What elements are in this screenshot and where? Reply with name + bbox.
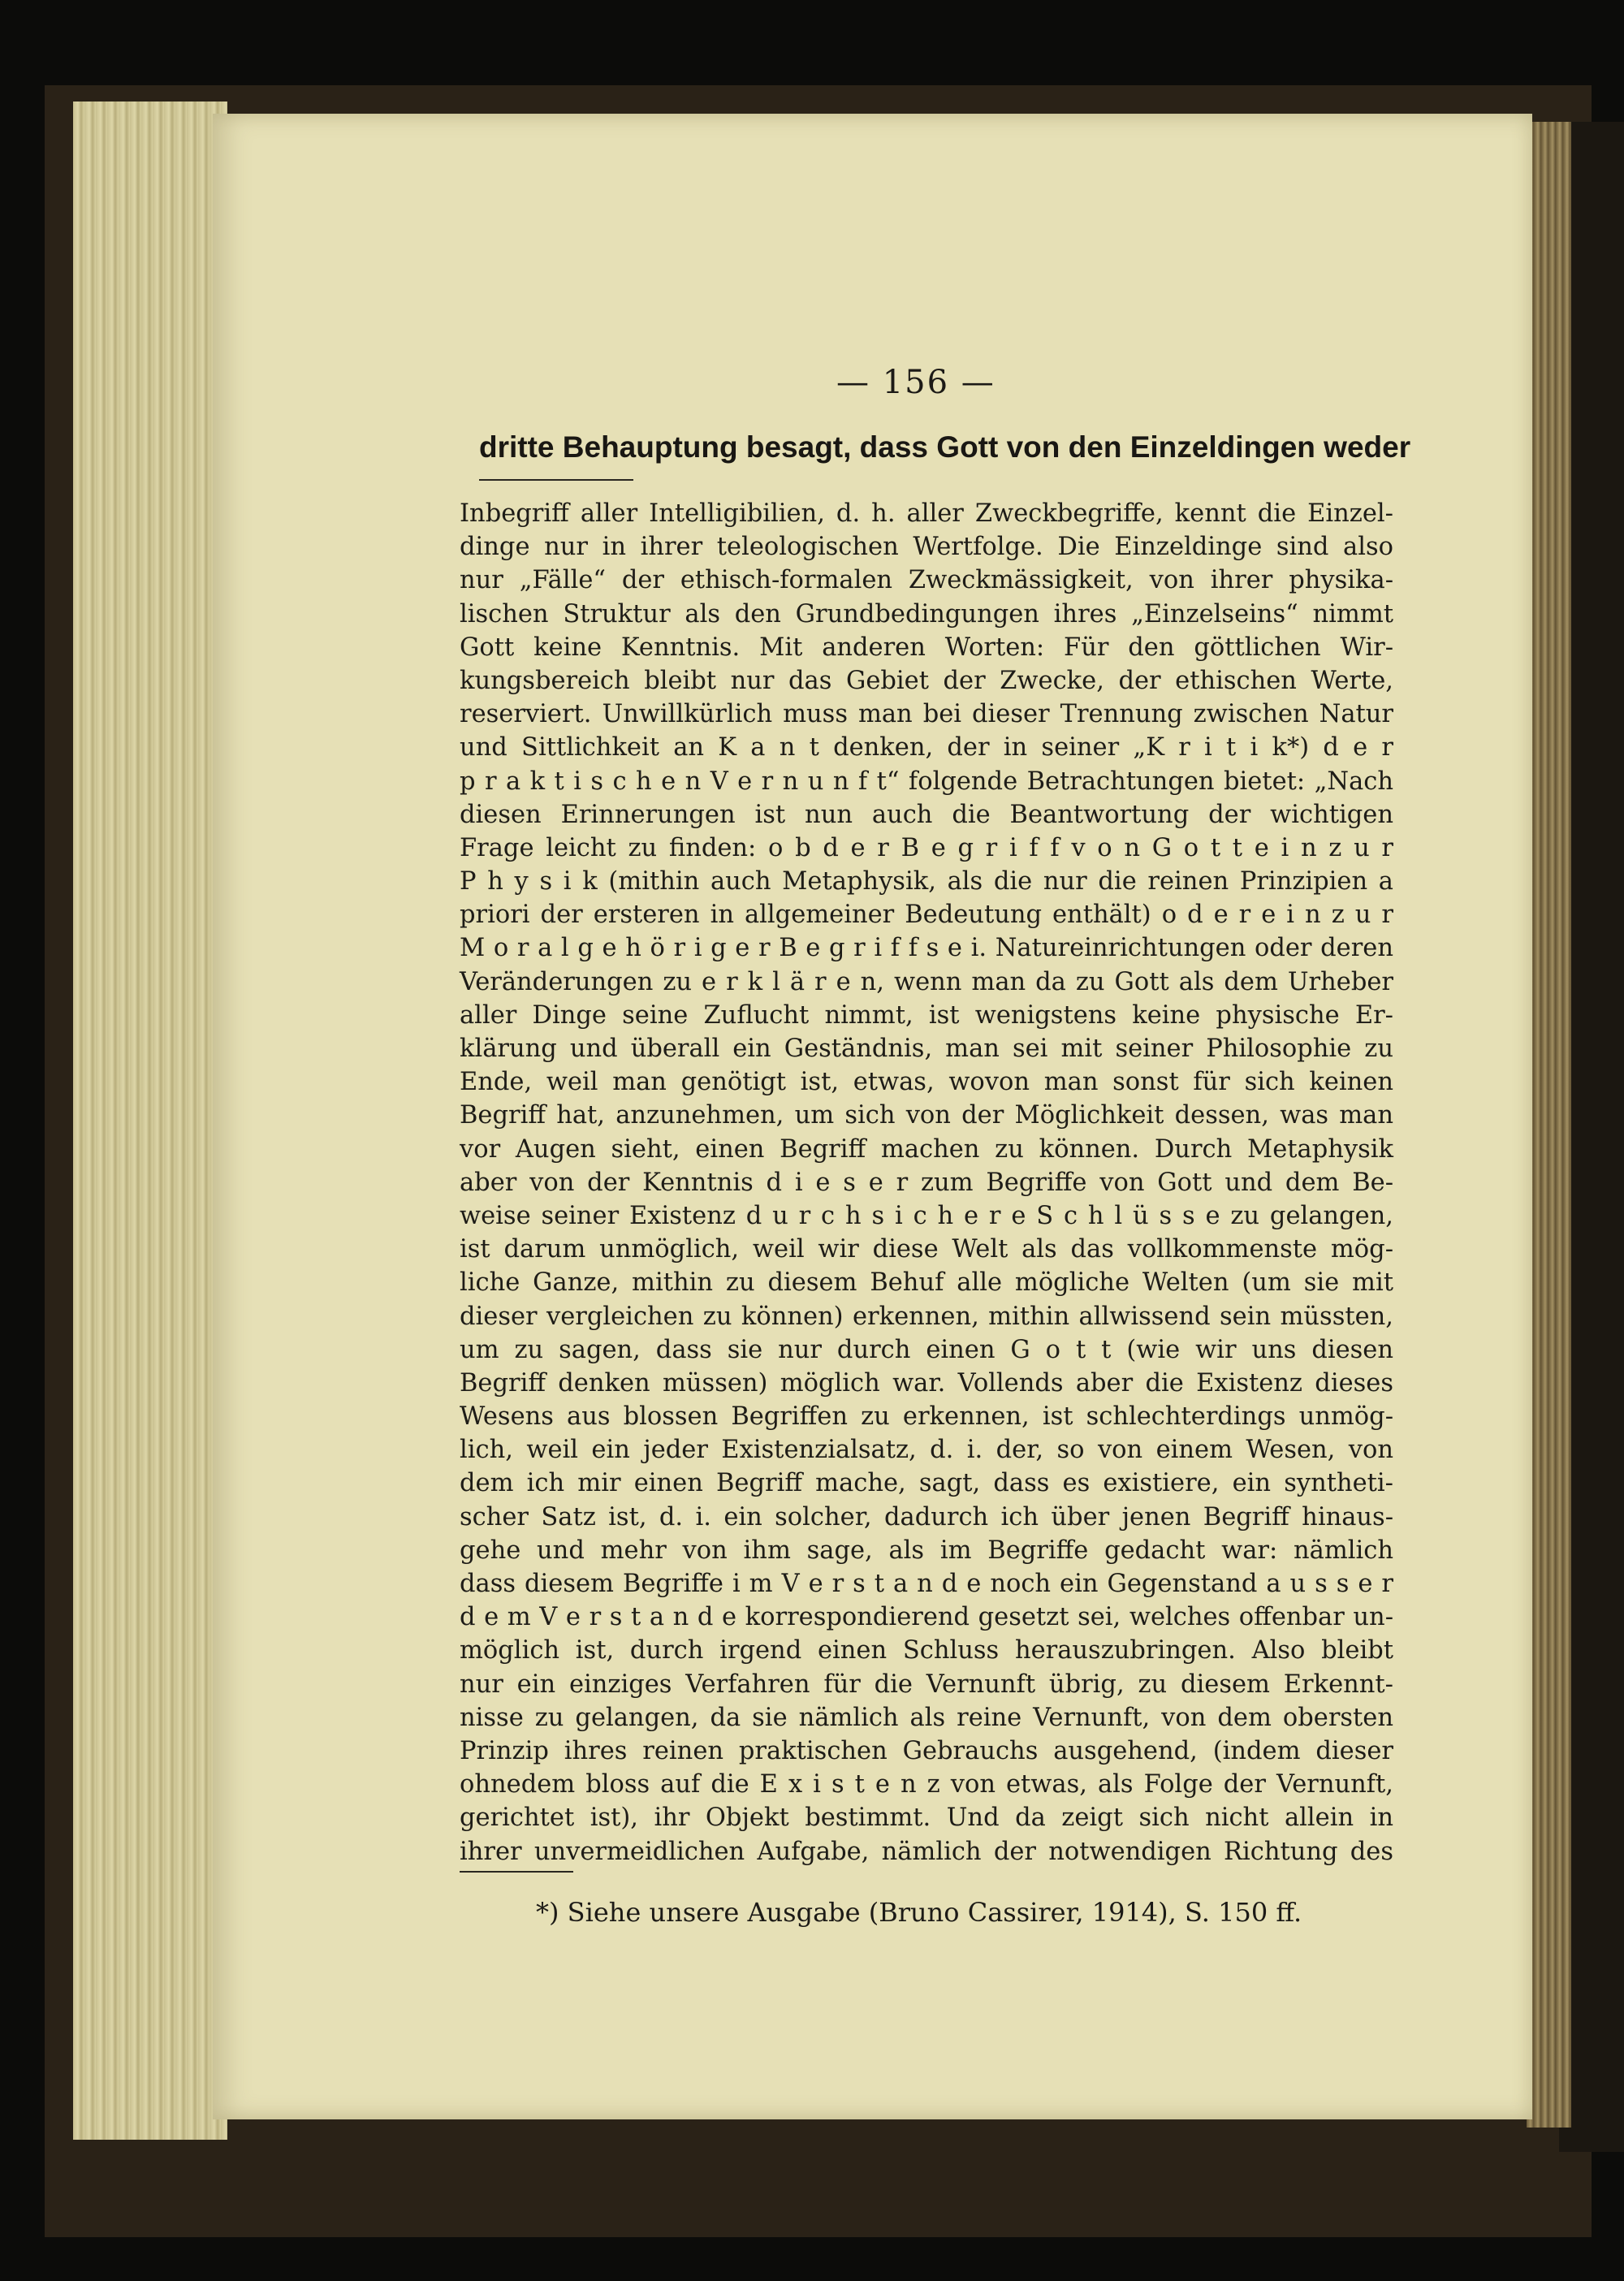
stacked-page-edges [73,102,227,2140]
text-line: lischen Struktur als den Grundbedingungen ihres „Einzelseins“ nimmt [460,599,1393,629]
text-line: reserviert. Unwillkürlich muss man bei dieser Trennung zwischen Natur [460,700,1393,729]
text-line: vor Augen sieht, einen Begriff machen zu können. Durch Metaphysik [460,1134,1393,1164]
text-line: ihrer unvermeidlichen Aufgabe, nämlich der notwendigen Richtung des [460,1837,1393,1866]
text-line: dinge nur in ihrer teleologischen Wertfolge. Die Einzeldinge sind also [460,533,1393,562]
body-text [460,497,1393,1868]
text-line: nur „Fälle“ der ethisch-formalen Zweckmässigkeit, von ihrer physika- [460,566,1393,595]
text-line: und Sittlichkeit an K a n t denken, der in seiner „K r i t i k*) d e r [460,733,1393,762]
text-line: dass diesem Begriffe i m V e r s t a n d e noch ein Gegenstand a u s s e r [460,1570,1393,1598]
text-line: nisse zu gelangen, da sie nämlich als reine Vernunft, von dem obersten [460,1703,1393,1732]
text-line: aber von der Kenntnis d i e s e r zum Begriffe von Gott und dem Be- [460,1168,1393,1197]
text-line: um zu sagen, dass sie nur durch einen G o t t (wie wir uns diesen [460,1335,1393,1364]
text-line: möglich ist, durch irgend einen Schluss herauszubringen. Also bleibt [460,1636,1393,1665]
text-line: gerichtet ist), ihr Objekt bestimmt. Und da zeigt sich nicht allein in [460,1804,1393,1833]
continued-heading-line: dritte Behauptung besagt, dass Gott von den Einzeldingen weder [479,430,1411,464]
text-line: P h y s i k (mithin auch Metaphysik, als die nur die reinen Prinzipien a [460,867,1393,896]
text-line: Inbegriff aller Intelligibilien, d. h. aller Zweckbegriffe, kennt die Einzel- [460,499,1393,528]
facing-page-edge [1527,122,1571,2128]
page-number: — 156 — [836,364,996,401]
text-line: klärung und überall ein Geständnis, man sei mit seiner Philosophie zu [460,1035,1393,1063]
text-line: gehe und mehr von ihm sage, als im Begriffe gedacht war: nämlich [460,1536,1393,1565]
text-line: nur ein einziges Verfahren für die Vernunft übrig, zu diesem Erkennt- [460,1670,1393,1699]
text-line: kungsbereich bleibt nur das Gebiet der Zwecke, der ethischen Werte, [460,666,1393,695]
text-line: diesen Erinnerungen ist nun auch die Beantwortung der wichtigen [460,800,1393,829]
text-line: p r a k t i s c h e n V e r n u n f t“ folgende Betrachtungen bietet: „Nach [460,767,1393,796]
text-line: weise seiner Existenz d u r c h s i c h e r e S c h l ü s s e zu gelangen, [460,1201,1393,1230]
text-line: aller Dinge seine Zuflucht nimmt, ist wenigstens keine physische Er- [460,1000,1393,1030]
text-line: Veränderungen zu e r k l ä r e n, wenn man da zu Gott als dem Urheber [460,967,1393,996]
text-line: Begriff hat, anzunehmen, um sich von der Möglichkeit dessen, was man [460,1101,1393,1130]
text-line: ohnedem bloss auf die E x i s t e n z von etwas, als Folge der Vernunft, [460,1770,1393,1799]
text-line: M o r a l g e h ö r i g e r B e g r i f f s e i. Natureinrichtungen oder deren [460,934,1393,963]
text-line: Ende, weil man genötigt ist, etwas, wovon man sonst für sich keinen [460,1068,1393,1097]
text-line: scher Satz ist, d. i. ein solcher, dadurch ich über jenen Begriff hinaus- [460,1502,1393,1531]
text-line: dem ich mir einen Begriff mache, sagt, dass es existiere, ein syntheti- [460,1469,1393,1498]
text-line: liche Ganze, mithin zu diesem Behuf alle mögliche Welten (um sie mit [460,1268,1393,1298]
text-line: ist darum unmöglich, weil wir diese Welt als das vollkommenste mög- [460,1235,1393,1264]
text-line: Gott keine Kenntnis. Mit anderen Worten: Für den göttlichen Wir- [460,633,1393,662]
text-line: Prinzip ihres reinen praktischen Gebrauchs ausgehend, (indem dieser [460,1736,1393,1765]
text-line: dieser vergleichen zu können) erkennen, mithin allwissend sein müssten, [460,1302,1393,1331]
text-line: Wesens aus blossen Begriffen zu erkennen, ist schlechterdings unmög- [460,1402,1393,1432]
text-line: Begriff denken müssen) möglich war. Vollends aber die Existenz dieses [460,1368,1393,1398]
text-line: d e m V e r s t a n d e korrespondierend gesetzt sei, welches offenbar un- [460,1603,1393,1632]
text-line: priori der ersteren in allgemeiner Bedeutung enthält) o d e r e i n z u r [460,901,1393,930]
text-line: lich, weil ein jeder Existenzialsatz, d. i. der, so von einem Wesen, von [460,1436,1393,1465]
footnote: *) Siehe unsere Ausgabe (Bruno Cassirer, 1914), S. 150 ff. [536,1897,1302,1928]
text-line: Frage leicht zu finden: o b d e r B e g r i f f v o n G o t t e i n z u r [460,833,1393,862]
footnote-rule [460,1871,573,1873]
separator-rule [479,479,633,481]
